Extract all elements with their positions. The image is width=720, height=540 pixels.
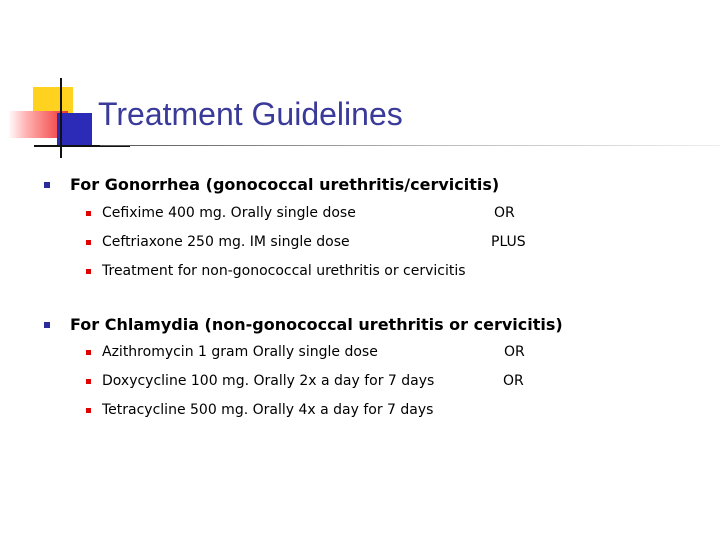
section-heading-chlamydia	[70, 315, 563, 334]
list-item	[102, 205, 515, 221]
list-item-text: Doxycycline 100 mg. Orally 2x a day for 7 days	[102, 373, 435, 389]
section-heading-gonorrhea	[70, 175, 499, 194]
list-item	[102, 263, 466, 279]
bullet-square-icon	[86, 240, 91, 245]
bullet-square-icon	[86, 408, 91, 413]
list-item-text: Cefixime 400 mg. Orally single dose	[102, 205, 356, 221]
section-heading-text: For Chlamydia (non-gonococcal urethritis or cervicitis)	[70, 315, 563, 334]
bullet-square-icon	[44, 182, 50, 188]
list-item-text: Ceftriaxone 250 mg. IM single dose	[102, 234, 350, 250]
list-item-suffix: OR	[503, 373, 524, 389]
list-item	[102, 373, 524, 389]
slide-title: Treatment Guidelines	[98, 96, 403, 132]
list-item-text: Tetracycline 500 mg. Orally 4x a day for 7 days	[102, 402, 434, 418]
list-item-text: Azithromycin 1 gram Orally single dose	[102, 344, 378, 360]
section-heading-text: For Gonorrhea (gonococcal urethritis/cervicitis)	[70, 175, 500, 194]
bullet-square-icon	[44, 322, 50, 328]
bullet-square-icon	[86, 379, 91, 384]
bullet-square-icon	[86, 211, 91, 216]
list-item	[102, 402, 433, 418]
list-item-suffix: OR	[504, 344, 525, 360]
list-item-suffix: OR	[494, 205, 515, 221]
bullet-square-icon	[86, 350, 91, 355]
list-item-text: Treatment for non-gonococcal urethritis or cervicitis	[102, 263, 466, 279]
list-item	[102, 344, 525, 360]
bullet-square-icon	[86, 269, 91, 274]
list-item	[102, 234, 526, 250]
list-item-suffix: PLUS	[491, 234, 526, 250]
